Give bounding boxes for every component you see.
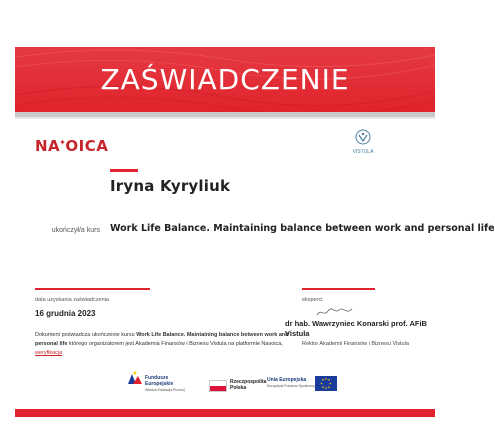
date-label: data uzyskania zaświadczenia — [35, 297, 109, 303]
footer-accent-bar — [15, 409, 435, 417]
expert-name: dr hab. Wawrzyniec Konarski prof. AFiB Vistula — [285, 319, 427, 338]
recipient-name: Iryna Kyryliuk — [110, 177, 231, 195]
experts-accent-bar — [302, 288, 375, 290]
course-label: ukończył/a kurs — [51, 227, 100, 234]
certificate-description: Dokument poświadcza ukończenie kursu Work Life Balance. Maintaining balance between work and personal life którego organizatorem jest Akademia Finansów i Biznesu Vistula na platformie Navoica, weryfikacja — [35, 332, 289, 356]
eu-flag-icon — [315, 376, 337, 391]
star-icon: ✦ — [59, 138, 67, 147]
poland-flag-icon — [209, 380, 227, 392]
certificate — [15, 15, 495, 428]
vistula-emblem-icon — [355, 129, 371, 145]
european-funds-icon — [127, 370, 143, 386]
recipient-accent-bar — [110, 169, 138, 172]
date-accent-bar — [35, 288, 150, 290]
certificate-title: ZAŚWIADCZENIE — [100, 63, 350, 96]
header-banner — [15, 47, 435, 112]
experts-label: eksperci — [302, 297, 323, 303]
european-funds-label: Fundusze Europejskie Wiedza Edukacja Rozwój — [145, 375, 185, 392]
course-name: Work Life Balance. Maintaining balance between work and personal life — [110, 223, 495, 234]
navoica-logo: NA✦OICA — [35, 137, 109, 155]
funding-logos — [127, 370, 327, 404]
verification-link[interactable]: weryfikacja — [35, 350, 63, 356]
poland-label: Rzeczpospolita Polska — [230, 379, 267, 391]
banner-divider-light — [15, 117, 435, 119]
signature-icon — [315, 306, 355, 318]
expert-role: Rektor Akademii Finansów i Biznesu Vistula — [302, 341, 409, 347]
date-value: 16 grudnia 2023 — [35, 309, 96, 318]
eu-label: Unia Europejska Europejski Fundusz Społeczny — [267, 377, 315, 388]
vistula-logo: VISTULA — [348, 129, 378, 155]
